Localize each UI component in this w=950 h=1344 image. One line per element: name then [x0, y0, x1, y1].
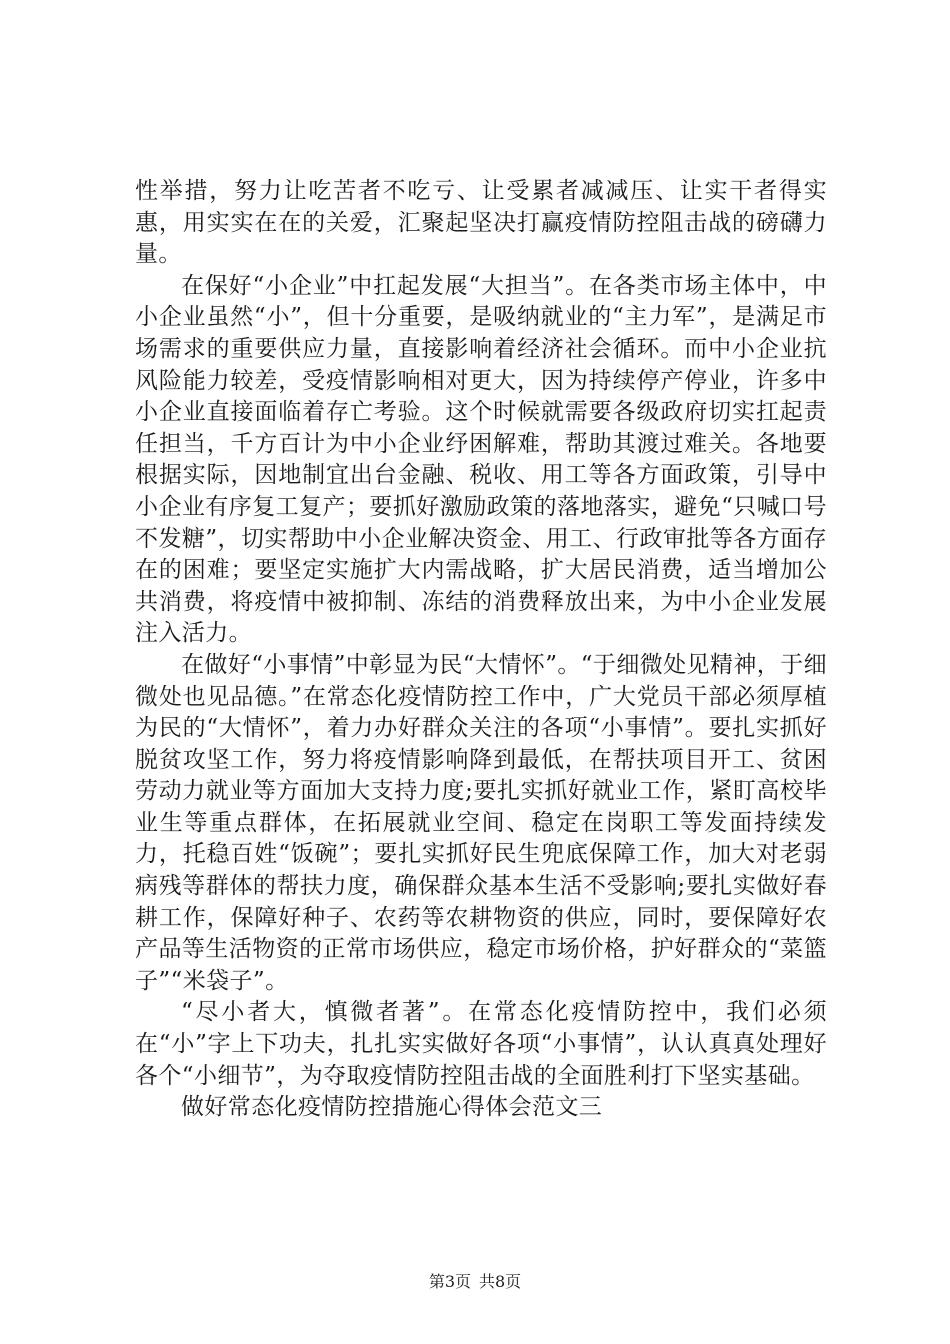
page-number: 第3页	[428, 1272, 471, 1291]
page-footer	[0, 1272, 950, 1292]
section-heading: 做好常态化疫情防控措施心得体会范文三	[181, 1094, 603, 1121]
document-body	[135, 176, 827, 1124]
paragraph-conclusion: “尽小者大，慎微者著”。在常态化疫情防控中，我们必须在“小”字上下功夫，扎扎实实做好各项“小事情”，认认真真处理好各个“小细节”，为夺取疫情防控阻击战的全面胜利打下坚实基础。	[135, 999, 827, 1089]
paragraph-continuation: 性举措，努力让吃苦者不吃亏、让受累者减减压、让实干者得实惠，用实实在在的关爱，汇聚起坚决打赢疫情防控阻击战的磅礴力量。	[135, 178, 827, 268]
paragraph-small-enterprises: 在保好“小企业”中扛起发展“大担当”。在各类市场主体中，中小企业虽然“小”，但十分重要，是吸纳就业的“主力军”，是满足市场需求的重要供应力量，直接影响着经济社会循环。而中小企业抗风险能力较差，受疫情影响相对更大，因为持续停产停业，许多中小企业直接面临着存亡考验。这个时候就需要各级政府切实扛起责任担当，千方百计为中小企业纾困解难，帮助其渡过难关。各地要根据实际，因地制宜出台金融、税收、用工等各方面政策，引导中小企业有序复工复产；要抓好激励政策的落地落实，避免“只喊口号不发糖”，切实帮助中小企业解决资金、用工、行政审批等各方面存在的困难；要坚定实施扩大内需战略，扩大居民消费，适当增加公共消费，将疫情中被抑制、冻结的消费释放出来，为中小企业发展注入活力。	[135, 272, 827, 647]
paragraph-small-matters: 在做好“小事情”中彰显为民“大情怀”。“于细微处见精神，于细微处也见品德。”在常态化疫情防控工作中，广大党员干部必须厚植为民的“大情怀”，着力办好群众关注的各项“小事情”。要扎实抓好脱贫攻坚工作，努力将疫情影响降到最低，在帮扶项目开工、贫困劳动力就业等方面加大支持力度;要扎实抓好就业工作，紧盯高校毕业生等重点群体，在拓展就业空间、稳定在岗职工等发面持续发力，托稳百姓“饭碗”；要扎实抓好民生兜底保障工作，加大对老弱病残等群体的帮扶力度，确保群众基本生活不受影响;要扎实做好春耕工作，保障好种子、农药等农耕物资的供应，同时，要保障好农产品等生活物资的正常市场供应，稳定市场价格，护好群众的“菜篮子”“米袋子”。	[135, 651, 827, 994]
page-total: 共8页	[479, 1272, 522, 1291]
